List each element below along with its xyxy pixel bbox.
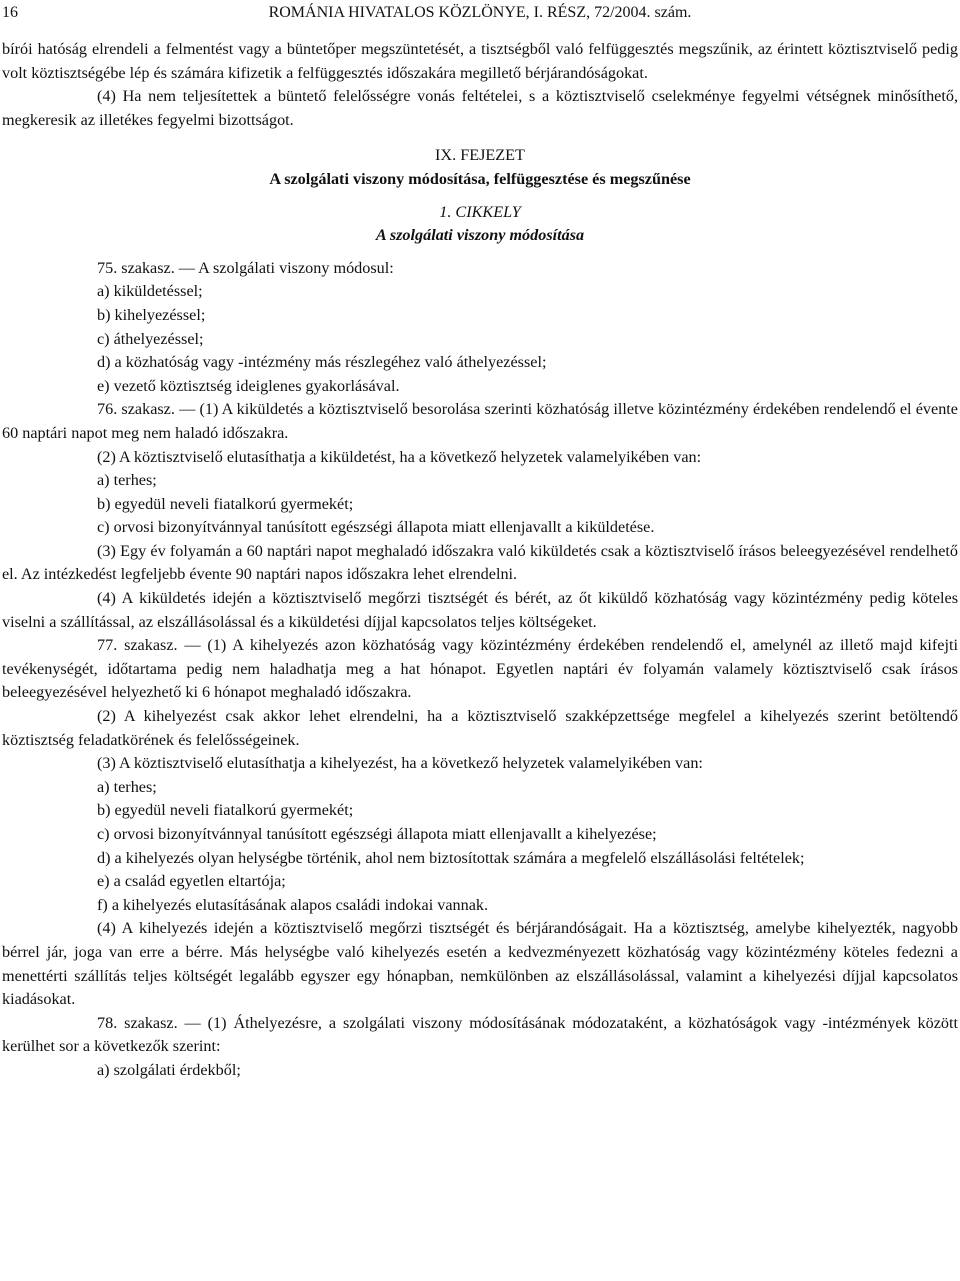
list-item: a) szolgálati érdekből; [97, 1060, 241, 1079]
gazette-title: ROMÁNIA HIVATALOS KÖZLÖNYE, I. RÉSZ, 72/2004. szám. [268, 4, 692, 21]
article-77-para-2: (2) A kihelyezést csak akkor lehet elrendelni, ha a köztisztviselő szakképzettsége megfelel a kihelyezés szerint betöltendő köztisztség feladatkörének és felelősségeinek. [2, 707, 958, 749]
article-76-para-1: 76. szakasz. — (1) A kiküldetés a köztisztviselő besorolása szerinti közhatóság illetve közintézmény érdekében rendelendő el évente 60 naptári napot meg nem haladó időszakra. [2, 400, 958, 442]
chapter-number: IX. FEJEZET [435, 146, 525, 165]
list-item: a) terhes; [97, 777, 157, 796]
article-77-para-4: (4) A kihelyezés idején a köztisztviselő megőrzi tisztségét és bérjárandóságait. Ha a köztisztség, amelybe kihelyezték, nagyobb bérrel jár, joga van erre a bérre. Más helységbe való kihelyezés esetén a kedvezményezett közhatóság vagy közintézmény köteles fedezni a menettérti szállítás teljes költségét legalább egyszer egy hónapban, nemkülönben az elszállásolással, valamint a kihelyezési díjjal kapcsolatos kiadásokat. [2, 919, 958, 1009]
list-item: a) kiküldetéssel; [97, 282, 203, 301]
list-item: b) kihelyezéssel; [97, 305, 206, 324]
page-number: 16 [2, 4, 18, 21]
list-item: b) egyedül neveli fiatalkorú gyermekét; [97, 494, 354, 513]
list-item: f) a kihelyezés elutasításának alapos családi indokai vannak. [97, 895, 489, 914]
paragraph: (4) Ha nem teljesítettek a büntető felelősségre vonás feltételei, s a köztisztviselő cselekménye fegyelmi vétségnek minősíthető, megkeresik az illetékes fegyelmi bizottságot. [2, 87, 958, 129]
list-item: c) orvosi bizonyítvánnyal tanúsított egészségi állapota miatt ellenjavallt a kihelyezése; [97, 825, 657, 843]
section-title: A szolgálati viszony módosítása [375, 226, 585, 245]
list-item: e) vezető köztisztség ideiglenes gyakorlásával. [97, 376, 400, 395]
page-header [0, 4, 960, 26]
list-item: b) egyedül neveli fiatalkorú gyermekét; [97, 801, 354, 820]
article-77-para-3: (3) A köztisztviselő elutasíthatja a kihelyezést, ha a következő helyzetek valamelyikében van: [97, 754, 703, 773]
list-item: a) terhes; [97, 471, 157, 490]
list-item: d) a közhatóság vagy -intézmény más részlegéhez való áthelyezéssel; [97, 353, 547, 372]
article-76-para-2: (2) A köztisztviselő elutasíthatja a kiküldetést, ha a következő helyzetek valamelyikében van: [97, 447, 702, 466]
section-number: 1. CIKKELY [439, 202, 521, 221]
list-item: e) a család egyetlen eltartója; [97, 872, 286, 891]
article-76-para-3: (3) Egy év folyamán a 60 naptári napot meghaladó időszakra való kiküldetés csak a köztisztviselő írásos beleegyezésével rendelhető el. Az intézkedést legfeljebb évente 90 naptári napos időszakra lehet elrendelni. [2, 541, 958, 584]
chapter-title: A szolgálati viszony módosítása, felfüggesztése és megszűnése [269, 169, 691, 188]
article-78-para-1: 78. szakasz. — (1) Áthelyezésre, a szolgálati viszony módosításának módozataként, a közhatóságok vagy -intézmények között kerülhet sor a következők szerint: [2, 1013, 958, 1056]
article-75-lead: 75. szakasz. — A szolgálati viszony módosul: [97, 258, 394, 277]
list-item: c) orvosi bizonyítvánnyal tanúsított egészségi állapota miatt ellenjavallt a kiküldetése. [97, 518, 655, 537]
paragraph: bírói hatóság elrendeli a felmentést vagy a büntetőper megszüntetését, a tisztségből való felfüggesztés megszűnik, az érintett köztisztviselő pedig volt köztisztségébe lép és számára kifizetik a felfüggesztés időszakára megillető bérjárandóságokat. [2, 40, 958, 82]
list-item: c) áthelyezéssel; [97, 329, 204, 348]
list-item: d) a kihelyezés olyan helységbe történik, ahol nem biztosítottak számára a megfelelő elszállásolási feltételek; [97, 848, 805, 867]
document-body [2, 38, 958, 1083]
article-77-para-1: 77. szakasz. — (1) A kihelyezés azon közhatóság vagy közintézmény érdekében rendelendő el, amelynél az illető majd kifejti tevékenységét, időtartama pedig nem haladhatja meg a hat hónapot. Egyetlen naptári év folyamán valamely köztisztviselő csak írásos beleegyezésével helyezhető ki 6 hónapot meghaladó időszakra. [2, 636, 958, 702]
article-76-para-4: (4) A kiküldetés idején a köztisztviselő megőrzi tisztségét és bérét, az őt kiküldő közhatóság vagy közintézmény pedig köteles viselni a szállítással, az elszállásolással és a kiküldetési díjjal kapcsolatos teljes költségeket. [2, 589, 958, 631]
